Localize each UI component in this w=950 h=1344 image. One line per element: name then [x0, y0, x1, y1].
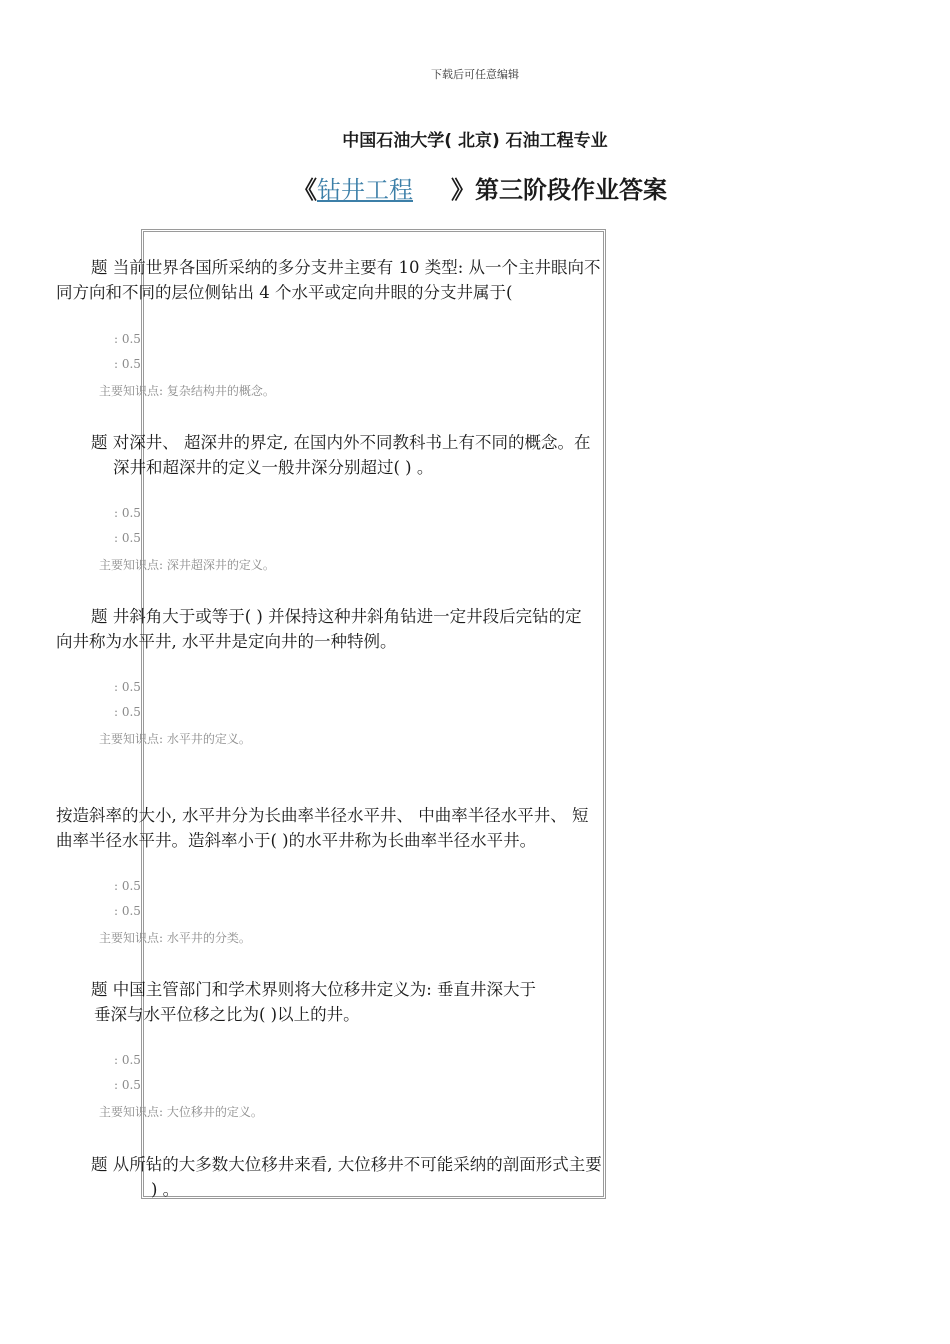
question-2-knowledge: 主要知识点: 深井超深井的定义。: [99, 558, 275, 572]
question-4-line-1: 按造斜率的大小, 水平井分为长曲率半径水平井、 中曲率半径水平井、 短: [56, 806, 589, 825]
document-subtitle: 中国石油大学( 北京) 石油工程专业: [342, 131, 608, 151]
header-note: 下载后可任意编辑: [431, 68, 519, 81]
question-4-knowledge: 主要知识点: 水平井的分类。: [99, 931, 251, 945]
question-2-score-2: : 0.5: [114, 531, 141, 545]
question-3-line-2: 向井称为水平井, 水平井是定向井的一种特例。: [56, 632, 397, 651]
question-1-line-1: 题 当前世界各国所采纳的多分支井主要有 10 类型: 从一个主井眼向不: [91, 258, 601, 277]
question-4-score: : 0.5: [114, 879, 141, 893]
question-3-knowledge: 主要知识点: 水平井的定义。: [99, 732, 251, 746]
question-5-line-1: 题 中国主管部门和学术界则将大位移井定义为: 垂直井深大于: [91, 980, 537, 999]
text-frame: [141, 229, 606, 1199]
question-2-score: : 0.5: [114, 506, 141, 520]
question-1-score-2: : 0.5: [114, 357, 141, 371]
question-3-score-2: : 0.5: [114, 705, 141, 719]
question-3-score: : 0.5: [114, 680, 141, 694]
question-3-line-1: 题 井斜角大于或等于( ) 并保持这种井斜角钻进一定井段后完钻的定: [91, 607, 582, 626]
question-5-score: : 0.5: [114, 1053, 141, 1067]
question-4-score-2: : 0.5: [114, 904, 141, 918]
question-5-knowledge: 主要知识点: 大位移井的定义。: [99, 1105, 263, 1119]
question-6-line-1: 题 从所钻的大多数大位移井来看, 大位移井不可能采纳的剖面形式主要: [91, 1155, 602, 1174]
question-1-knowledge: 主要知识点: 复杂结构井的概念。: [99, 384, 275, 398]
title-prefix: 《: [293, 176, 317, 204]
question-5-line-2: 垂深与水平位移之比为( )以上的井。: [94, 1005, 360, 1024]
document-title: [0, 170, 950, 205]
title-link[interactable]: 钻井工程: [317, 176, 413, 204]
question-6-line-2: ) 。: [151, 1180, 180, 1199]
question-4-line-2: 曲率半径水平井。造斜率小于( )的水平井称为长曲率半径水平井。: [56, 831, 537, 850]
title-suffix: 》第三阶段作业答案: [451, 176, 667, 204]
question-5-score-2: : 0.5: [114, 1078, 141, 1092]
question-1-line-2: 同方向和不同的层位侧钻出 4 个水平或定向井眼的分支井属于(: [56, 283, 513, 302]
question-2-line-1: 题 对深井、 超深井的界定, 在国内外不同教科书上有不同的概念。在: [91, 433, 591, 452]
question-1-score: : 0.5: [114, 332, 141, 346]
question-2-line-2: 深井和超深井的定义一般井深分别超过( ) 。: [113, 458, 434, 477]
